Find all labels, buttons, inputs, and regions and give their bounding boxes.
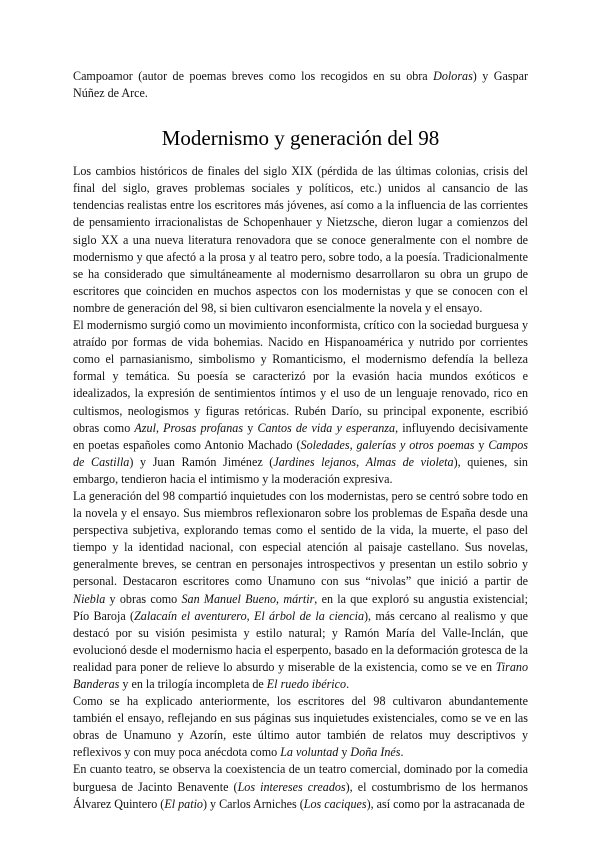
text-run: El modernismo surgió como un movimiento inconformista, crítico con la sociedad burguesa y atraído por formas de vida bohemias. Nacido en Hispanoamérica y nutrido por corrientes como el parnasianismo, simbolismo y Romanticismo, el modernismo defendía la belleza formal y temática. Su poesía se caracterizó por la evasión hacia mundos exóticos e idealizados, la expresión de sentimientos íntimos y el uso de un lenguaje renovado, rico en cultismos, neologismos y figuras retóricas. Rubén Darío, su principal exponente, escribió obras como — [73, 318, 528, 435]
text-run: , — [246, 608, 254, 623]
text-run: ), el costumbrismo de los hermanos Álvarez Quintero ( — [73, 779, 528, 811]
text-run: y en la trilogía incompleta de — [119, 677, 267, 691]
paragraph-5 — [73, 761, 528, 812]
italic-title: Prosas profanas — [163, 420, 244, 435]
text-run: Como se ha explicado anteriormente, los escritores del 98 cultivaron abundantemente también el ensayo, reflejando en sus páginas sus inquietudes existenciales, como se ve en las obras de Unamuno y Azorín, este último autor también de relatos muy descriptivos y reflexivos y con muy poca anécdota como — [73, 694, 528, 760]
text-run: ) y Carlos Arniches ( — [202, 796, 304, 811]
text-run: . — [400, 745, 404, 760]
italic-title: Doloras — [433, 69, 473, 83]
italic-title: Doña Inés — [350, 745, 401, 760]
text-run: y — [243, 420, 258, 435]
italic-title: Campos de Castilla — [73, 437, 529, 469]
italic-title: El patio — [164, 796, 203, 811]
italic-title: Niebla — [73, 591, 106, 606]
italic-title: Almas de violeta — [365, 454, 454, 469]
paragraph-4 — [73, 693, 528, 761]
italic-title: San Manuel Bueno, mártir — [181, 591, 315, 606]
text-run: ) y Juan Ramón Jiménez ( — [129, 454, 274, 469]
paragraph-1: Los cambios históricos de finales del siglo XIX (pérdida de las últimas colonias, crisis del final del siglo, graves problemas sociales y políticos, etc.) unidos al cansancio de las tendencias realistas entre los escritores más jóvenes, así como a la influencia de las corrientes de pensamiento irracionalistas de Schopenhauer y Nietzsche, dieron lugar a comienzos del siglo XX a una nueva literatura renovadora que se conoce generalmente con el nombre de modernismo y que afectó a la prosa y al teatro pero, sobre todo, a la poesía. Tradicionalmente se ha considerado que simultáneamente al modernismo desarrollaron su obra un grupo de escritores que coinciden en muchos aspectos con los modernistas y que se conocen con el nombre de generación del 98, si bien cultivaron esencialmente la novela y el ensayo. — [73, 164, 528, 315]
text-run: , en la que exploró su angustia existencial; Pío Baroja ( — [73, 591, 528, 623]
text-run: y — [338, 745, 351, 760]
italic-title: El árbol de la ciencia — [253, 608, 364, 623]
text-run: La generación del 98 compartió inquietudes con los modernistas, pero se centró sobre todo en la novela y el ensayo. Sus miembros reflexionaron sobre los problemas de España desde una perspectiva subjetiva, explorando temas como el sentido de la vida, la muerte, el paso del tiempo y la identidad nacional, con especial atención al paisaje castellano. Sus novelas, generalmente breves, se centran en personajes introspectivos y presentan un estilo sobrio y personal. Destacaron escritores como Unamuno con sus “nivolas” que inició a partir de — [73, 488, 528, 589]
text-run: ), quienes, sin embargo, tendieron hacia el intimismo y la moderación expresiva. — [73, 454, 528, 486]
italic-title: Jardines lejanos — [273, 454, 357, 469]
section-heading: Modernismo y generación del 98 — [161, 126, 440, 151]
text-run: ), así como por la astracanada de — [366, 796, 525, 811]
italic-title: Zalacaín el aventurero — [134, 608, 247, 623]
text-run: . — [346, 677, 350, 691]
italic-title: Azul — [134, 420, 156, 435]
paragraph-3 — [73, 488, 528, 693]
italic-title: Soledades, galerías y otros poemas — [300, 437, 475, 452]
text-run: En cuanto teatro, se observa la coexistencia de un teatro comercial, dominado por la comedia burguesa de Jacinto Benavente ( — [73, 762, 528, 794]
text-run: , — [155, 420, 164, 435]
text-run: , — [356, 454, 366, 469]
paragraph-2 — [73, 317, 528, 488]
text-run: y — [474, 437, 489, 452]
intro-paragraph — [73, 68, 528, 102]
text-run: , influyendo decisivamente en poetas españoles como Antonio Machado ( — [73, 420, 529, 452]
text-run: ) y Gaspar Núñez de Arce. — [73, 69, 528, 101]
italic-title: Cantos de vida y esperanza — [257, 420, 396, 435]
italic-title: Los intereses creados — [237, 779, 346, 794]
italic-title: Tirano Banderas — [73, 659, 528, 691]
italic-title: Los caciques — [303, 796, 367, 811]
text-run: Campoamor (autor de poemas breves como los recogidos en su obra — [73, 69, 434, 83]
italic-title: La voluntad — [280, 745, 339, 760]
italic-title: El ruedo ibérico — [266, 677, 347, 691]
text-run: y obras como — [105, 591, 182, 606]
text-run: ), más cercano al realismo y que destacó por su visión pesimista y estilo natural; y Ramón María del Valle-Inclán, que evolucionó desde el modernismo hacia el esperpento, basado en la deformación grotesca de la realidad para poner de relieve lo absurdo y miserable de la existencia, como se ve en — [73, 608, 528, 674]
